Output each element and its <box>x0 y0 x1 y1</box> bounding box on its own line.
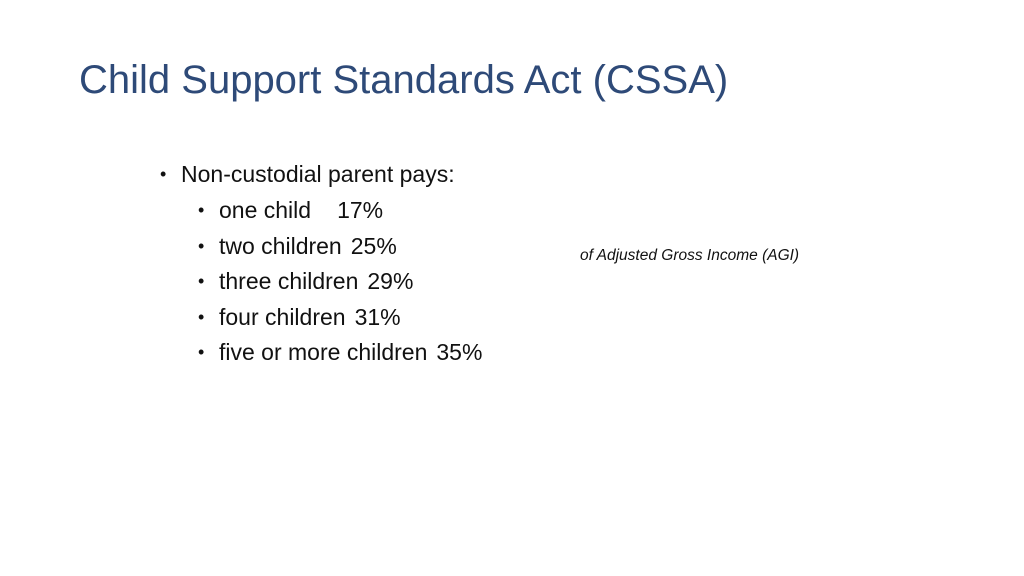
item-label: two children <box>219 232 342 259</box>
item-label: three children <box>219 268 359 294</box>
bullet-dot: • <box>198 306 205 327</box>
bullet-dot: • <box>198 200 205 220</box>
item-percent: 35% <box>436 339 483 365</box>
item-percent: 17% <box>337 197 384 223</box>
bullet-dot: • <box>198 271 205 291</box>
list-item <box>198 229 482 265</box>
bullet-dot: • <box>198 342 205 362</box>
bullet-dot: • <box>160 164 167 184</box>
list-item <box>198 300 482 336</box>
slide-title: Child Support Standards Act (CSSA) <box>79 58 729 102</box>
item-percent: 25% <box>350 232 397 259</box>
bullet-list <box>160 158 482 371</box>
list-item <box>198 335 482 371</box>
item-label: five or more children <box>219 339 428 365</box>
item-percent: 29% <box>367 268 414 294</box>
item-label: four children <box>219 303 346 330</box>
list-item <box>198 193 482 229</box>
bullet-dot: • <box>198 235 205 256</box>
main-bullet-text: Non-custodial parent pays: <box>181 161 455 187</box>
item-label: one child <box>219 197 312 223</box>
list-item <box>198 264 482 300</box>
item-percent: 31% <box>354 303 401 330</box>
agi-note: of Adjusted Gross Income (AGI) <box>580 247 800 264</box>
sub-bullet-list <box>181 193 482 371</box>
main-bullet <box>160 158 482 371</box>
